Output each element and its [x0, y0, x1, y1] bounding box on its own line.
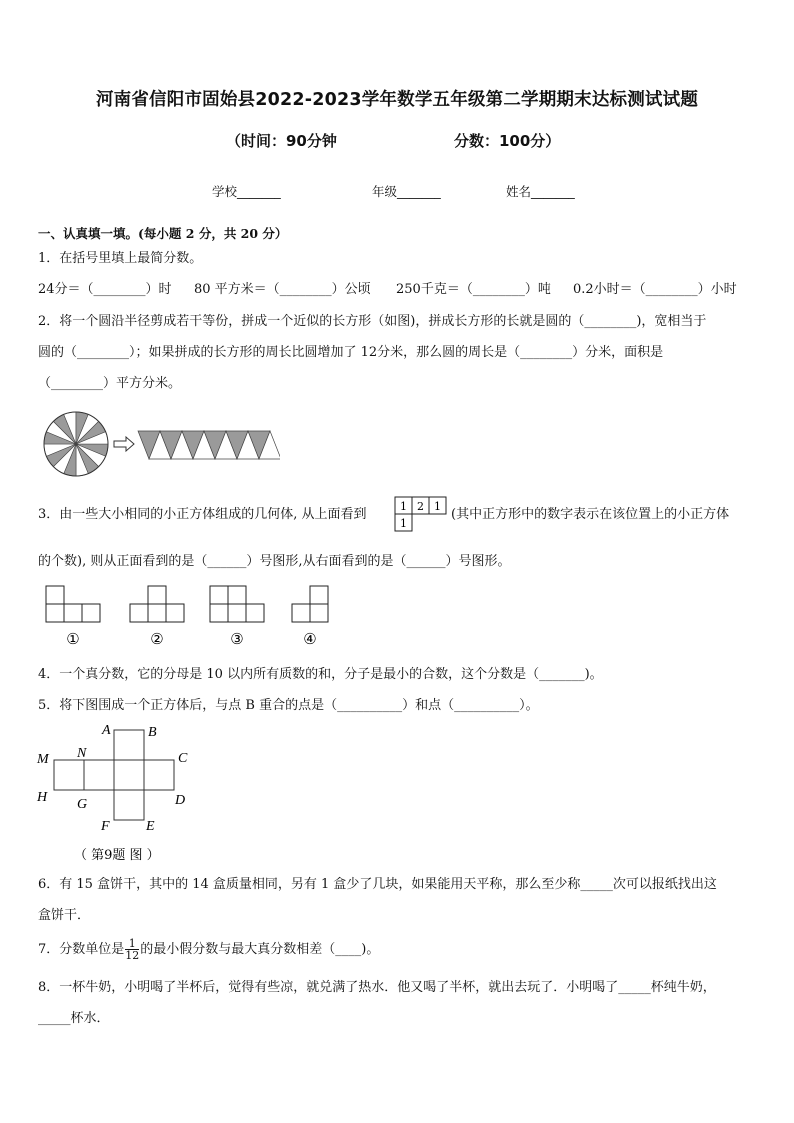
- point-h-label: H: [37, 790, 48, 805]
- q1-item-1: 24分＝（________）时: [38, 282, 172, 297]
- figure-caption: （ 第9题 图 ）: [74, 848, 160, 863]
- question-3-line-2: 的个数), 则从正面看到的是（______）号图形,从右面看到的是（______）号图形。: [38, 554, 511, 569]
- point-g-label: G: [77, 797, 88, 812]
- exam-time: （时间：90分钟: [226, 132, 337, 150]
- point-a-label: A: [102, 723, 111, 738]
- school-field: 学校_______: [212, 184, 281, 199]
- option-2-label: ②: [150, 630, 164, 648]
- question-3-line-1b: (其中正方形中的数字表示在该位置上的小正方体: [451, 507, 730, 522]
- option-1-shape: [46, 586, 100, 622]
- grid-cell-3: 1: [434, 500, 441, 513]
- q1-item-4: 0.2小时＝（________）小时: [573, 282, 737, 297]
- question-2-line-1: 2．将一个圆沿半径剪成若干等份，拼成一个近似的长方形（如图)，拼成长方形的长就是圆的（________)，宽相当于: [38, 314, 707, 329]
- q7-suffix: 的最小假分数与最大真分数相差（____)。: [140, 942, 380, 957]
- question-4: 4．一个真分数，它的分母是 10 以内所有质数的和，分子是最小的合数，这个分数是（_______)。: [38, 667, 603, 682]
- question-8-line-1: 8．一杯牛奶，小明喝了半杯后，觉得有些凉，就兑满了热水．他又喝了半杯，就出去玩了．小明喝了_____杯纯牛奶，: [38, 980, 716, 995]
- fraction-numerator: 1: [125, 938, 139, 950]
- point-d-label: D: [175, 793, 186, 808]
- option-4-label: ④: [303, 630, 317, 648]
- view-options-figure: [38, 584, 338, 650]
- point-b-label: B: [148, 725, 157, 740]
- question-8-line-2: _____杯水．: [38, 1011, 110, 1026]
- point-e-label: E: [146, 819, 155, 834]
- exam-score: 分数：100分）: [454, 132, 561, 150]
- question-2-line-2: 圆的（________）；如果拼成的长方形的周长比圆增加了 12分米，那么圆的周长是（________）分米，面积是: [38, 345, 664, 360]
- grid-cell-4: 1: [400, 517, 407, 530]
- page-title: 河南省信阳市固始县2022-2023学年数学五年级第二学期期末达标测试试题: [95, 90, 699, 110]
- grid-cell-2: 2: [417, 500, 424, 513]
- name-field: 姓名_______: [506, 184, 575, 199]
- question-5: 5．将下图围成一个正方体后，与点 B 重合的点是（__________）和点（__________）。: [38, 698, 539, 713]
- unit-fraction: [125, 938, 139, 961]
- question-6-line-2: 盒饼干．: [38, 908, 91, 923]
- circle-to-rectangle-figure: [40, 408, 280, 480]
- arrow-icon: [114, 437, 134, 451]
- q1-item-3: 250千克＝（________）吨: [396, 282, 551, 297]
- question-1: 1．在括号里填上最简分数。: [38, 251, 203, 266]
- option-3-shape: [210, 586, 264, 622]
- option-3-label: ③: [230, 630, 244, 648]
- point-f-label: F: [101, 819, 110, 834]
- question-2-line-3: （________）平方分米。: [38, 376, 182, 391]
- question-7: [38, 936, 379, 964]
- approximate-rectangle: [138, 431, 280, 459]
- top-view-grid: [393, 495, 449, 533]
- grid-cell-1: 1: [400, 500, 407, 513]
- grade-field: 年级_______: [372, 184, 441, 199]
- section-heading: 一、认真填一填。(每小题 2 分，共 20 分）: [38, 226, 288, 241]
- point-n-label: N: [77, 746, 87, 761]
- q1-item-2: 80 平方米＝（________）公顷: [194, 282, 371, 297]
- option-2-shape: [130, 586, 184, 622]
- option-1-label: ①: [66, 630, 80, 648]
- question-3-line-1a: 3．由一些大小相同的小正方体组成的几何体, 从上面看到: [38, 507, 367, 522]
- point-m-label: M: [37, 752, 49, 767]
- point-c-label: C: [178, 751, 188, 766]
- fraction-denominator: 12: [125, 949, 140, 962]
- option-4-shape: [292, 586, 328, 622]
- divided-circle: [44, 412, 108, 476]
- question-6-line-1: 6．有 15 盒饼干，其中的 14 盒质量相同，另有 1 盒少了几块，如果能用天平称，那么至少称_____次可以报纸找出这: [38, 877, 717, 892]
- q7-prefix: 7．分数单位是: [38, 942, 125, 957]
- cube-net-figure: [34, 720, 204, 866]
